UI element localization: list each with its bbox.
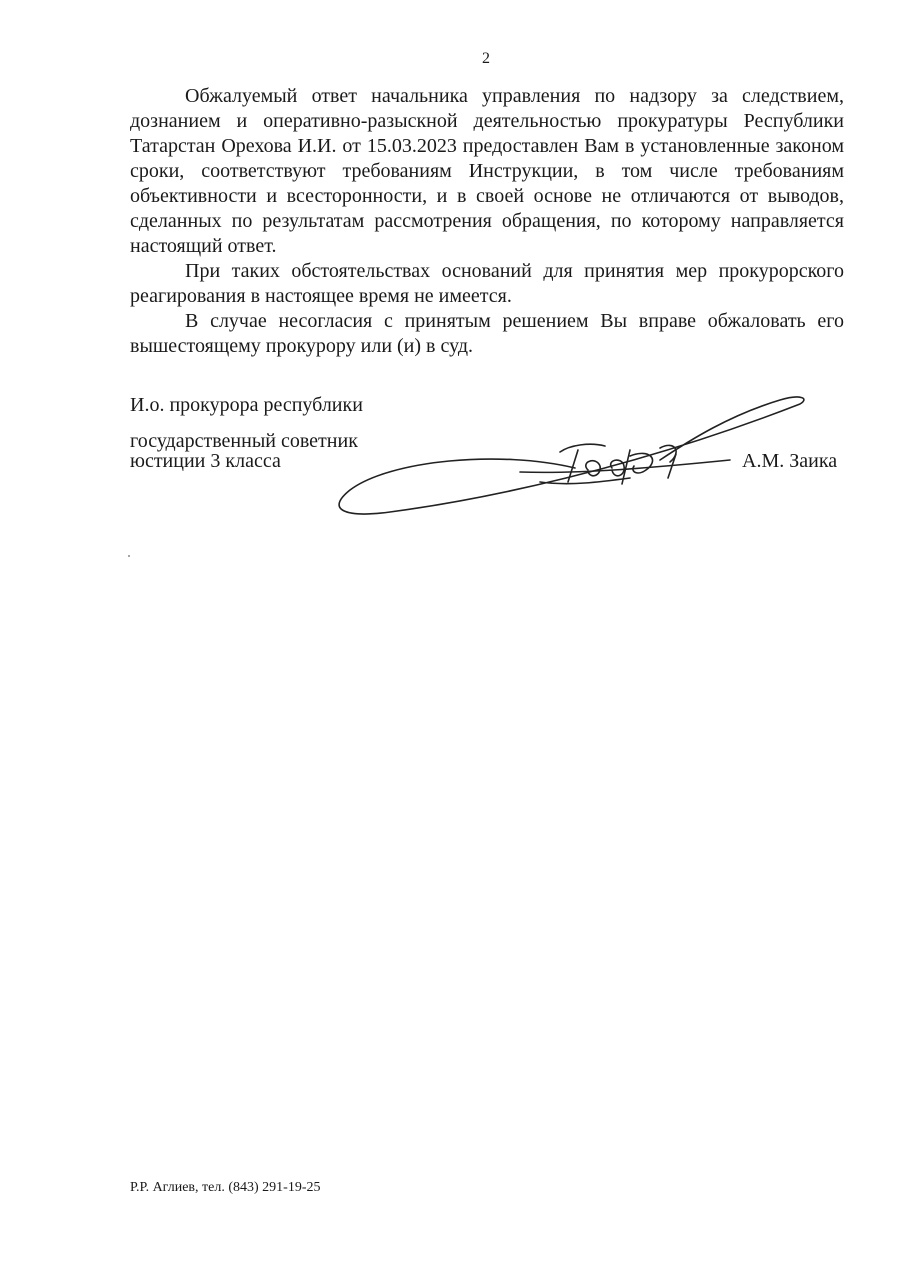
handwritten-signature xyxy=(330,390,810,530)
page-number: 2 xyxy=(482,50,490,67)
scan-speck xyxy=(128,555,130,557)
signatory-name: А.М. Заика xyxy=(742,450,838,472)
paragraph-no-grounds: При таких обстоятельствах оснований для принятия мер прокурорского реагирования в настоящее время не имеется. xyxy=(130,260,844,307)
letter-body xyxy=(130,84,844,359)
paragraph-appeal-rights: В случае несогласия с принятым решением Вы вправе обжаловать его вышестоящему прокурору или (и) в суд. xyxy=(130,310,844,357)
signatory-title: И.о. прокурора республики xyxy=(130,394,363,416)
signatory-rank-line-1: государственный советник xyxy=(130,430,358,452)
executor-contact: Р.Р. Аглиев, тел. (843) 291-19-25 xyxy=(130,1180,321,1195)
signatory-rank xyxy=(130,431,358,471)
paragraph-appeal-response: Обжалуемый ответ начальника управления по надзору за следствием, дознанием и оперативно-разыскной деятельностью прокуратуры Республики Татарстан Орехова И.И. от 15.03.2023 предоставлен Вам в установленные законом сроки, соответствуют требованиям Инструкции, в том числе требованиям объективности и всесторонности, и в своей основе не отличаются от выводов, сделанных по результатам рассмотрения обращения, по которому направляется настоящий ответ. xyxy=(130,85,844,257)
signatory-rank-line-2: юстиции 3 класса xyxy=(130,450,281,472)
